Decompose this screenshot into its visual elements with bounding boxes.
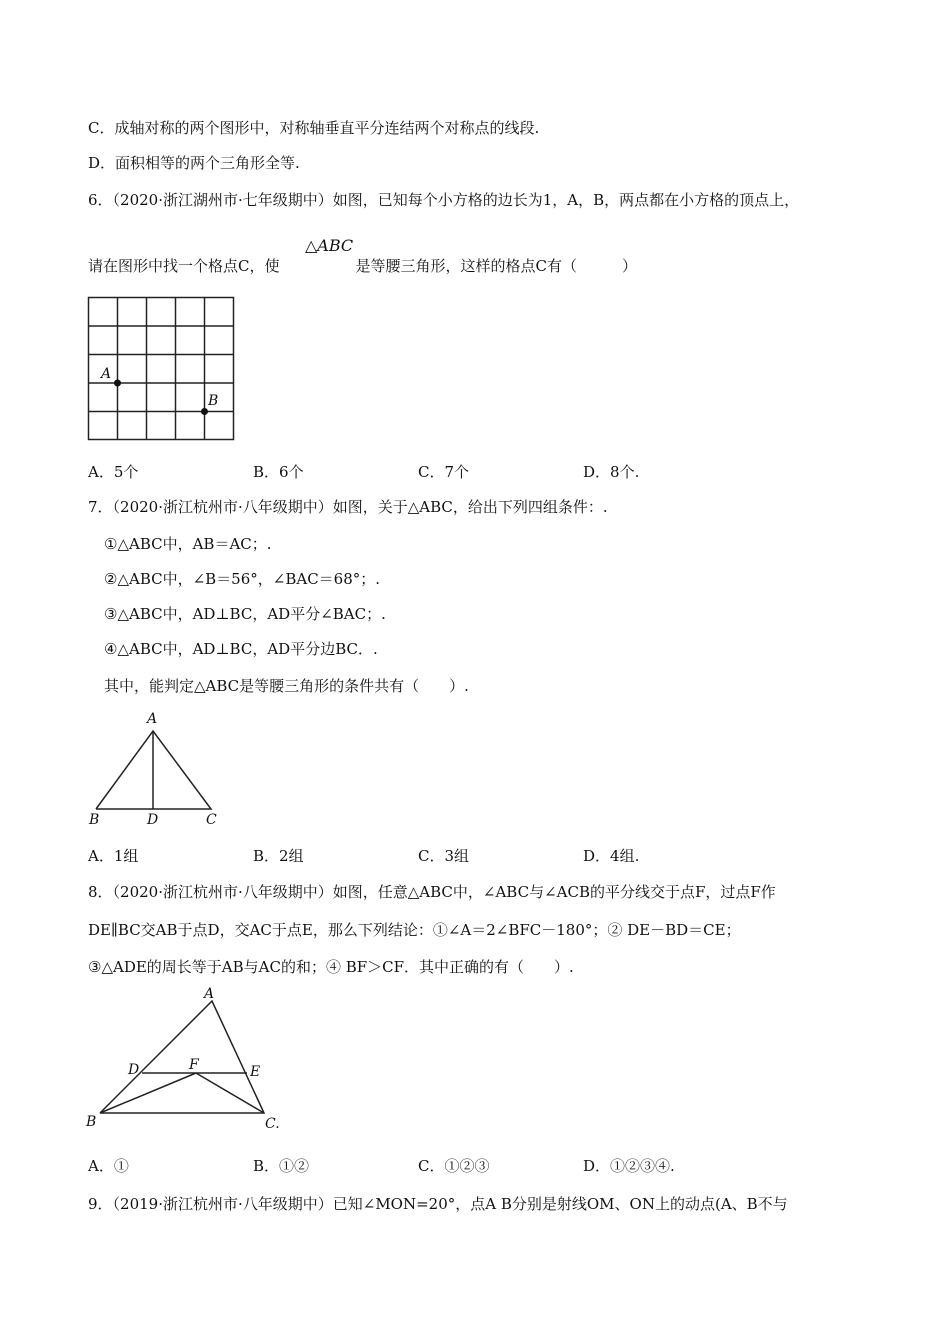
q7-condition-3: ③△ABC中，AD⊥BC，AD平分∠BAC；. xyxy=(104,605,386,623)
q7-option-b: B．2组 xyxy=(253,847,304,865)
point-b xyxy=(201,408,208,415)
q7-triangle-figure xyxy=(88,708,228,830)
q8-triangle-figure xyxy=(84,985,289,1135)
q8-label-b: B xyxy=(86,1114,97,1130)
q6-option-b: B．6个 xyxy=(253,463,304,481)
q7-stem: 7．（2020·浙江杭州市·八年级期中）如图，关于△ABC，给出下列四组条件：. xyxy=(88,498,608,516)
q6-grid-figure xyxy=(88,297,238,442)
q7-label-a: A xyxy=(147,711,158,727)
q8-option-a: A．① xyxy=(88,1157,129,1175)
q7-label-b: B xyxy=(89,812,100,828)
q5-option-c: C．成轴对称的两个图形中，对称轴垂直平分连结两个对称点的线段. xyxy=(88,119,540,137)
q6-stem-line1: 6．（2020·浙江湖州市·七年级期中）如图，已知每个小方格的边长为1，A，B，两点都在小方格的顶点上， xyxy=(88,191,800,209)
q7-option-a: A．1组 xyxy=(88,847,139,865)
q6-triangle-notation: △ABC xyxy=(305,236,354,255)
q8-option-c: C．①②③ xyxy=(418,1157,490,1175)
q8-label-a: A xyxy=(204,986,215,1002)
q5-option-d: D．面积相等的两个三角形全等. xyxy=(88,154,300,172)
q8-label-d: D xyxy=(128,1062,140,1078)
q8-option-d: D．①②③④. xyxy=(583,1157,675,1175)
q7-option-d: D．4组. xyxy=(583,847,640,865)
q6-stem-line2 xyxy=(88,256,637,276)
q7-question: 其中，能判定△ABC是等腰三角形的条件共有（ ）. xyxy=(104,677,469,695)
q8-stem-line3: ③△ADE的周长等于AB与AC的和；④ BF＞CF．其中正确的有（ ）. xyxy=(88,958,574,976)
q9-stem: 9．（2019·浙江杭州市·八年级期中）已知∠MON=20°，点A B分别是射线OM、ON上的动点(A、B不与 xyxy=(88,1195,788,1213)
q8-label-f: F xyxy=(189,1057,199,1073)
q7-label-c: C xyxy=(206,812,217,828)
q8-label-c: C. xyxy=(265,1116,280,1132)
q6-option-a: A．5个 xyxy=(88,463,139,481)
q7-condition-1: ①△ABC中，AB＝AC；. xyxy=(104,535,272,553)
point-a xyxy=(114,380,121,387)
q8-stem-line1: 8．（2020·浙江杭州市·八年级期中）如图，任意△ABC中，∠ABC与∠ACB的平分线交于点F，过点F作 xyxy=(88,883,776,901)
q8-option-b: B．①② xyxy=(253,1157,310,1175)
q7-option-c: C．3组 xyxy=(418,847,470,865)
q7-condition-4: ④△ABC中，AD⊥BC，AD平分边BC．. xyxy=(104,640,378,658)
label-a: A xyxy=(101,366,112,382)
label-b: B xyxy=(208,393,219,409)
q8-stem-line2: DE∥BC交AB于点D，交AC于点E，那么下列结论：①∠A＝2∠BFC－180°；② DE－BD＝CE； xyxy=(88,921,741,939)
q6-stem-part-b: 是等腰三角形，这样的格点C有（ ） xyxy=(355,257,637,275)
q6-option-d: D．8个. xyxy=(583,463,640,481)
q7-condition-2: ②△ABC中，∠B＝56°，∠BAC＝68°；. xyxy=(104,570,381,588)
q6-stem-part-a: 请在图形中找一个格点C，使 xyxy=(88,257,280,275)
q8-label-e: E xyxy=(250,1064,261,1080)
q7-label-d: D xyxy=(147,812,159,828)
q6-option-c: C．7个 xyxy=(418,463,470,481)
